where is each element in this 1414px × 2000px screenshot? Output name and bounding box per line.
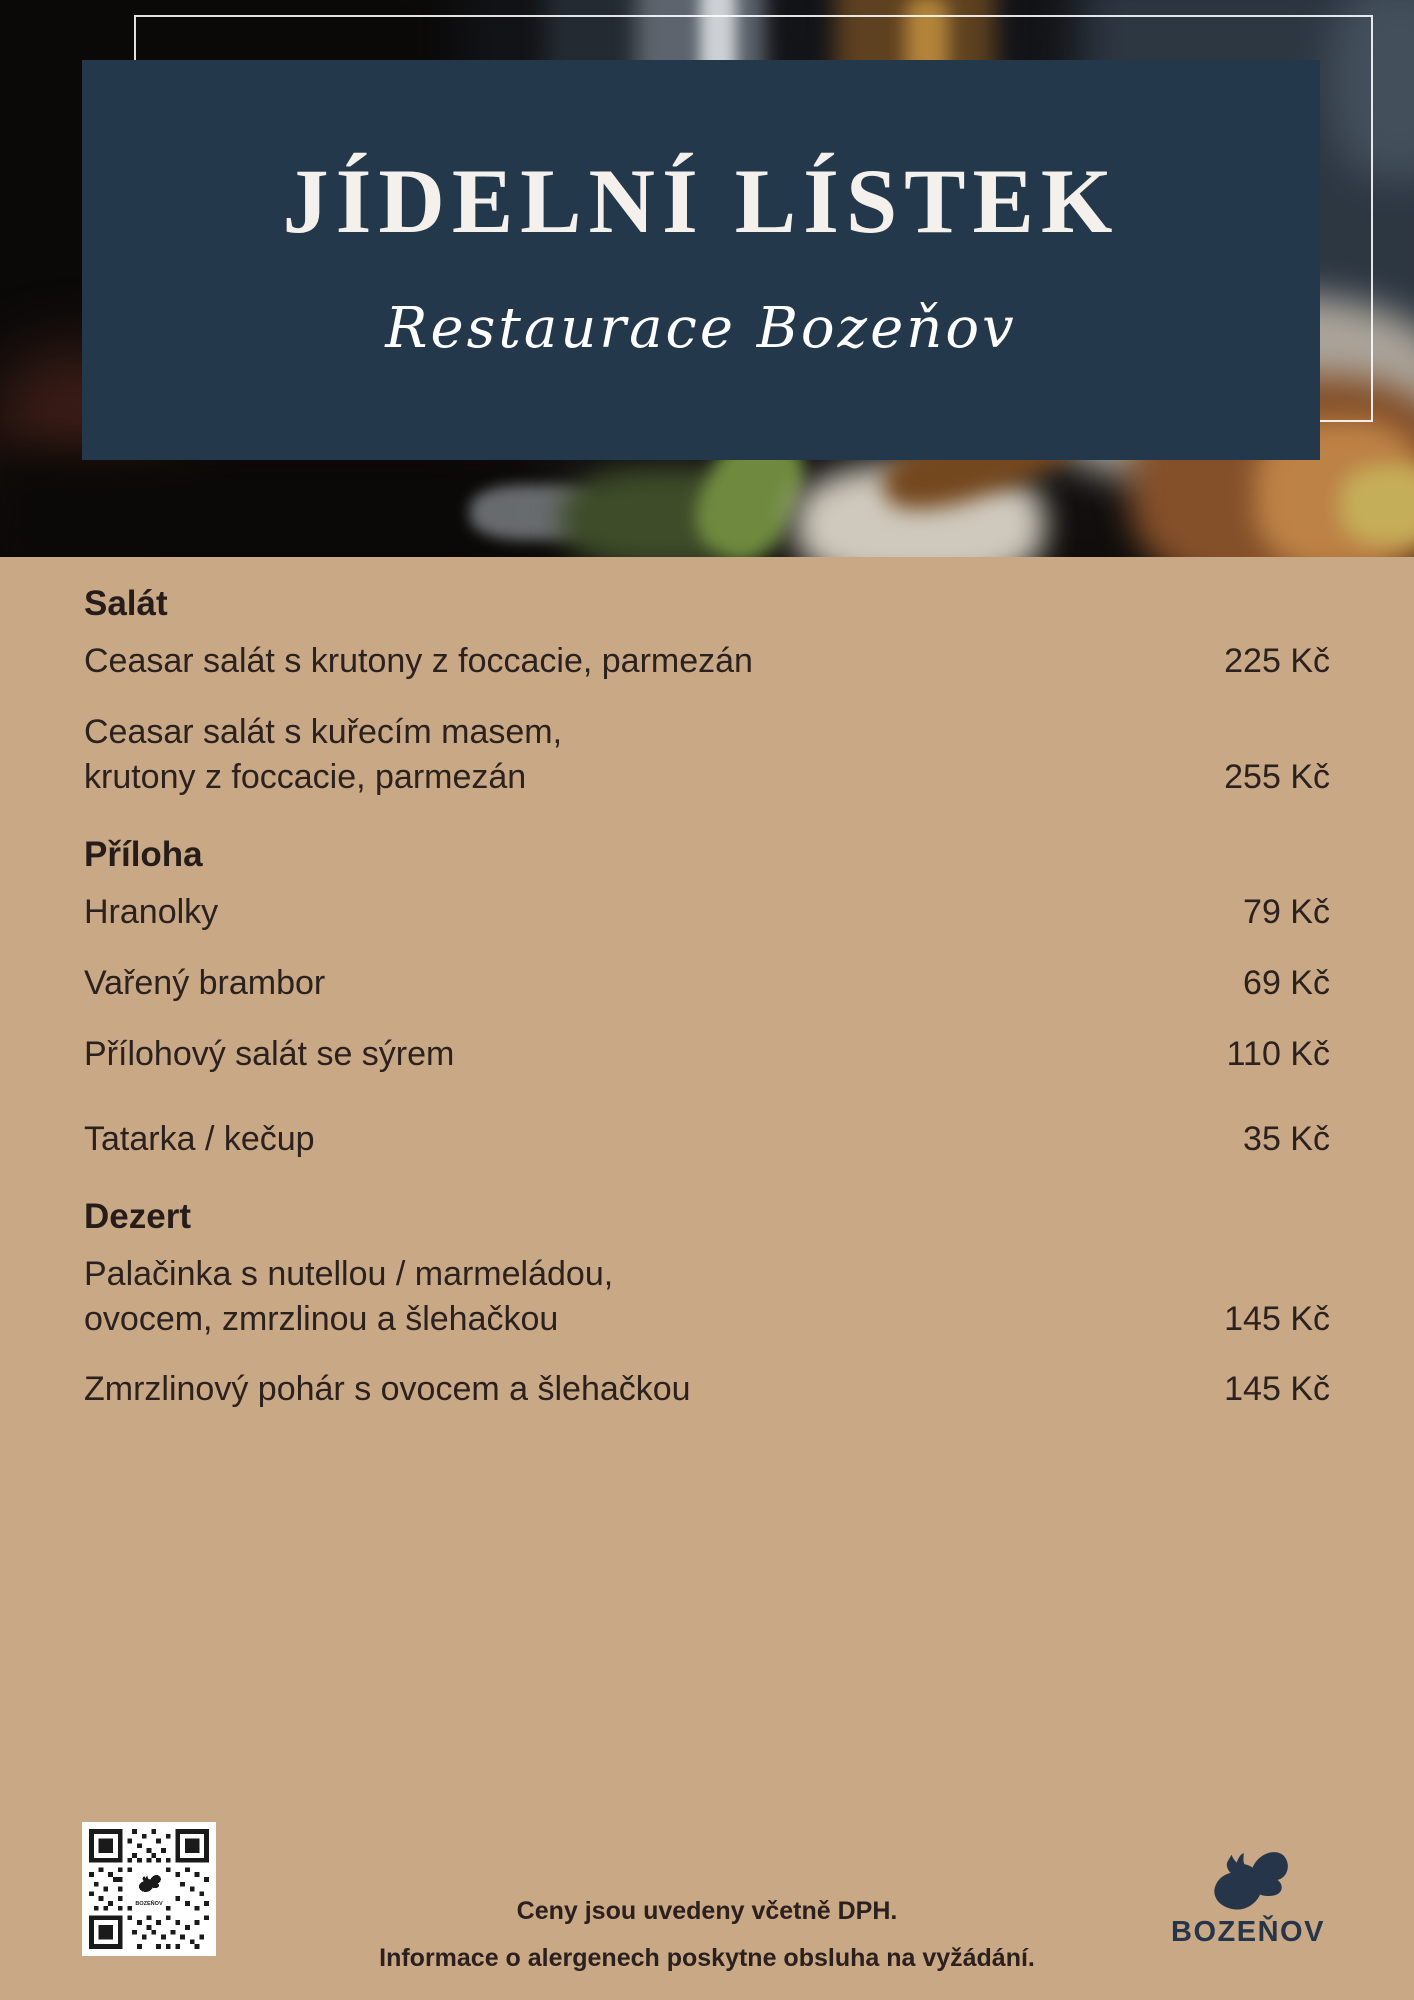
- menu-item: [84, 1367, 1330, 1412]
- item-line: krutony z foccacie, parmezán: [84, 757, 527, 796]
- item-name: [84, 639, 753, 684]
- item-name: [84, 1367, 691, 1412]
- menu-item: [84, 1032, 1330, 1077]
- menu-section-dezert: [84, 1194, 1330, 1413]
- item-line: ovocem, zmrzlinou a šlehačkou: [84, 1299, 559, 1338]
- section-heading: Salát: [84, 584, 168, 623]
- photo-texture: [1340, 465, 1414, 545]
- item-price: 145 Kč: [1224, 1299, 1330, 1338]
- item-line: Palačinka s nutellou / marmeládou,: [84, 1254, 614, 1293]
- item-price: 35 Kč: [1243, 1119, 1330, 1158]
- menu-item: [84, 890, 1330, 935]
- menu-item: [84, 961, 1330, 1006]
- footer-note-line2: Informace o alergenech poskytne obsluha na vyžádání.: [379, 1944, 1035, 1972]
- restaurant-logo: [1166, 1840, 1330, 1947]
- item-name: [84, 1032, 454, 1077]
- footer-note-line1: Ceny jsou uvedeny včetně DPH.: [516, 1897, 898, 1925]
- logo-text: BOZEŇOV: [1171, 1916, 1325, 1948]
- menu-item: [84, 1117, 1330, 1162]
- item-name: [84, 1252, 613, 1342]
- item-price: 69 Kč: [1243, 963, 1330, 1002]
- item-price: 79 Kč: [1243, 893, 1330, 931]
- menu-section-priloha: [84, 832, 1330, 1162]
- item-line: Ceasar salát s kuřecím masem,: [84, 713, 563, 752]
- item-price: 255 Kč: [1224, 757, 1330, 796]
- item-name: [84, 1117, 315, 1162]
- item-price: 225 Kč: [1224, 642, 1330, 681]
- title-panel: [82, 60, 1320, 460]
- item-price: 145 Kč: [1224, 1370, 1330, 1409]
- item-name: [84, 890, 218, 935]
- menu-item: [84, 639, 1330, 684]
- page-title: JÍDELNÍ LÍSTEK: [282, 149, 1120, 252]
- item-name: [84, 961, 325, 1006]
- menu-item: [84, 1252, 1330, 1342]
- menu-item: [84, 710, 1330, 800]
- item-line: Přílohový salát se sýrem: [84, 1034, 455, 1073]
- item-price: 110 Kč: [1226, 1034, 1330, 1073]
- page-subtitle: Restaurace Bozeňov: [385, 295, 1017, 361]
- menu-section-salat: [84, 581, 1330, 800]
- item-line: Vařený brambor: [84, 963, 326, 1002]
- menu-body: [0, 557, 1414, 1438]
- squirrel-icon: [1204, 1840, 1292, 1918]
- hero-photo: [0, 0, 1414, 557]
- item-line: Hranolky: [84, 893, 219, 931]
- section-heading: Příloha: [84, 834, 203, 874]
- item-line: Ceasar salát s krutony z foccacie, parmezán: [84, 642, 753, 681]
- photo-texture: [0, 445, 540, 557]
- item-name: [84, 710, 562, 800]
- item-line: Zmrzlinový pohár s ovocem a šlehačkou: [84, 1370, 691, 1409]
- item-line: Tatarka / kečup: [84, 1119, 315, 1158]
- qr-center-text: BOZEŇOV: [135, 1900, 163, 1907]
- section-heading: Dezert: [84, 1196, 191, 1236]
